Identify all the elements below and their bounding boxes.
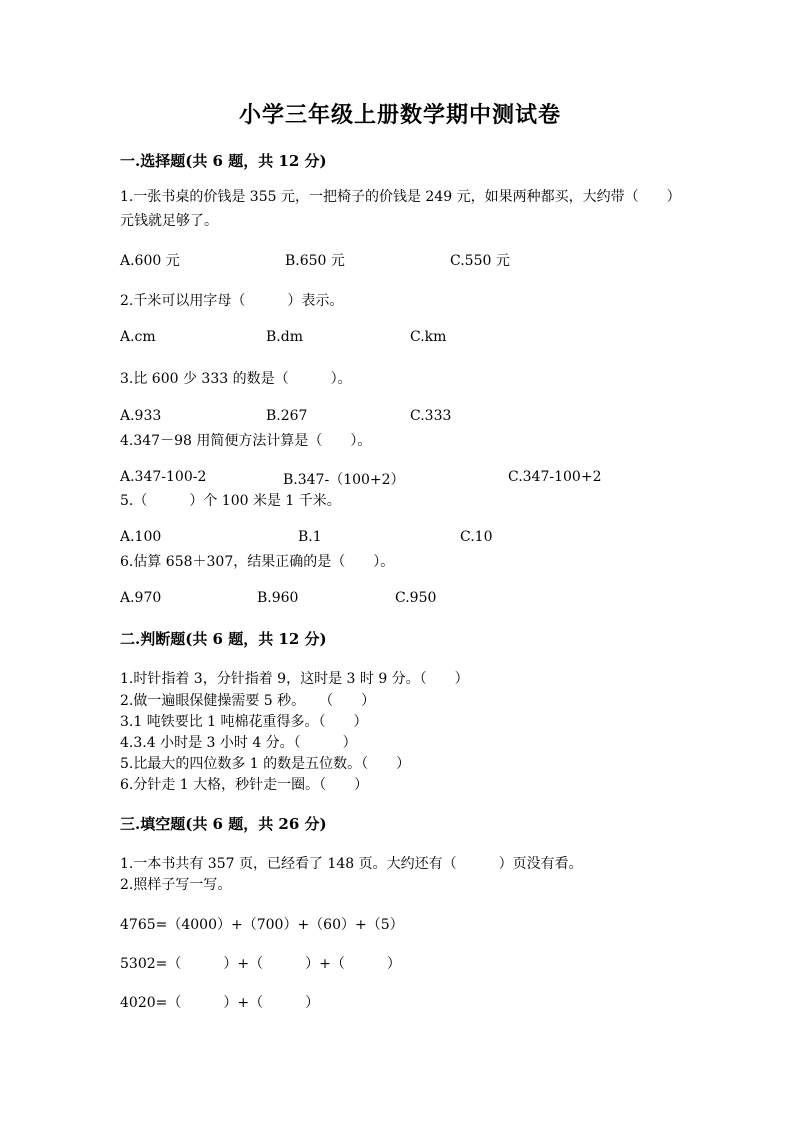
judge-question-3: 3.1 吨铁要比 1 吨棉花重得多。（ ） — [120, 714, 368, 730]
choice-question-6: 6.估算 658＋307，结果正确的是（ ）。 — [120, 554, 395, 570]
choice-question-3: 3.比 600 少 333 的数是（ ）。 — [120, 371, 352, 387]
choice-question-5: 5.（ ）个 100 米是 1 千米。 — [120, 493, 341, 509]
choice-question-2: 2.千米可以用字母（ ）表示。 — [120, 293, 344, 309]
section-heading-fill: 三.填空题(共 6 题，共 26 分) — [120, 815, 327, 833]
choice-3-option-a: A.933 — [120, 408, 162, 424]
choice-2-option-a: A.cm — [120, 329, 156, 345]
section-heading-judge: 二.判断题(共 6 题，共 12 分) — [120, 630, 327, 648]
choice-5-option-c: C.10 — [460, 529, 493, 545]
fill-example-line: 4765=（4000）+（700）+（60）+（5） — [120, 917, 404, 933]
choice-4-option-c: C.347-100+2 — [508, 469, 602, 485]
choice-6-option-a: A.970 — [120, 590, 162, 606]
choice-3-option-b: B.267 — [266, 408, 308, 424]
judge-question-6: 6.分针走 1 大格，秒针走一圈。（ ） — [120, 777, 369, 793]
choice-4-option-a: A.347-100-2 — [120, 469, 207, 485]
choice-1-option-c: C.550 元 — [450, 253, 510, 269]
choice-5-option-b: B.1 — [298, 529, 322, 545]
choice-2-option-c: C.km — [410, 329, 447, 345]
judge-question-2: 2.做一遍眼保健操需要 5 秒。 （ ） — [120, 693, 376, 709]
choice-2-option-b: B.dm — [266, 329, 303, 345]
choice-1-option-a: A.600 元 — [120, 253, 180, 269]
fill-question-2: 2.照样子写一写。 — [120, 877, 232, 893]
page-title: 小学三年级上册数学期中测试卷 — [238, 102, 561, 128]
judge-question-5: 5.比最大的四位数多 1 的数是五位数。（ ） — [120, 756, 411, 772]
choice-3-option-c: C.333 — [410, 408, 452, 424]
choice-1-option-b: B.650 元 — [285, 253, 345, 269]
choice-5-option-a: A.100 — [120, 529, 162, 545]
fill-blank-line-5302: 5302=（ ）+（ ）+（ ） — [120, 956, 401, 972]
choice-question-4: 4.347－98 用简便方法计算是（ ）。 — [120, 433, 372, 449]
choice-6-option-c: C.950 — [395, 590, 437, 606]
choice-6-option-b: B.960 — [257, 590, 299, 606]
fill-question-1: 1.一本书共有 357 页，已经看了 148 页。大约还有（ ）页没有看。 — [120, 856, 583, 872]
judge-question-4: 4.3.4 小时是 3 小时 4 分。（ ） — [120, 735, 357, 751]
choice-question-1: 1.一张书桌的价钱是 355 元，一把椅子的价钱是 249 元，如果两种都买，大约带（ ）元钱就足够了。 — [120, 189, 674, 229]
section-heading-choice: 一.选择题(共 6 题，共 12 分) — [120, 152, 327, 170]
judge-question-1: 1.时针指着 3，分针指着 9，这时是 3 时 9 分。（ ） — [120, 671, 469, 687]
fill-blank-line-4020: 4020=（ ）+（ ） — [120, 995, 320, 1011]
choice-4-option-b: B.347-（100+2） — [283, 472, 405, 488]
